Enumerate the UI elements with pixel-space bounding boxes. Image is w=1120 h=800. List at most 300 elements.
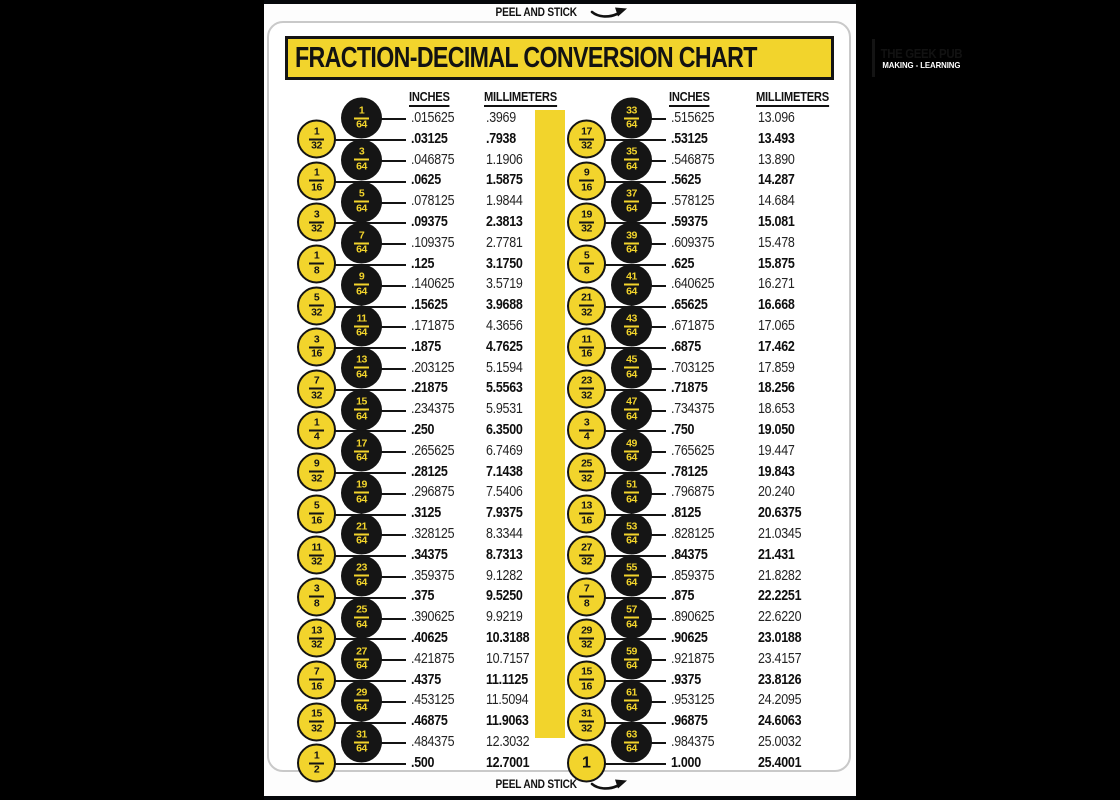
inches-value: .859375 [671, 567, 715, 584]
fraction-numerator: 33 [626, 104, 637, 117]
fraction-denominator: 8 [313, 264, 320, 277]
fraction-badge [341, 514, 382, 555]
fraction-badge [341, 722, 382, 763]
connector-line [381, 285, 406, 287]
inches-value: .1875 [411, 338, 441, 355]
fraction-numerator: 7 [313, 665, 320, 678]
fraction-badge [567, 536, 606, 575]
inches-value: .453125 [411, 692, 455, 709]
fraction-numerator: 1 [313, 249, 320, 262]
fraction-badge [341, 139, 382, 180]
fraction-denominator: 64 [356, 742, 367, 755]
fraction-denominator: 32 [581, 222, 592, 235]
connector-line [651, 326, 666, 328]
mm-value: 1.1906 [486, 151, 523, 168]
mm-value: 13.493 [758, 130, 795, 147]
fraction-badge [341, 597, 382, 638]
mm-value: 3.9688 [486, 297, 523, 314]
fraction-numerator: 13 [356, 353, 367, 366]
inches-value: .421875 [411, 650, 455, 667]
mm-value: 22.6220 [758, 609, 802, 626]
fraction-denominator: 16 [581, 181, 592, 194]
mm-value: 2.3813 [486, 213, 523, 230]
fraction-badge [297, 203, 336, 242]
fraction-denominator: 64 [626, 202, 637, 215]
fraction-denominator: 32 [311, 472, 322, 485]
fraction-numerator: 29 [581, 624, 592, 637]
fraction-badge [297, 536, 336, 575]
fraction-numerator: 63 [626, 728, 637, 741]
fraction-numerator: 1 [313, 125, 320, 138]
fraction-badge [341, 555, 382, 596]
fraction-badge [297, 619, 336, 658]
inches-value: .734375 [671, 401, 715, 418]
fraction-numerator: 59 [626, 645, 637, 658]
fraction-badge [567, 120, 606, 159]
fraction-numerator: 49 [626, 437, 637, 450]
inches-value: .265625 [411, 442, 455, 459]
inches-value: .625 [671, 255, 695, 272]
connector-line [381, 368, 406, 370]
mm-value: 4.3656 [486, 317, 523, 334]
fraction-numerator: 13 [581, 499, 592, 512]
inches-value: .953125 [671, 692, 715, 709]
fraction-numerator: 21 [356, 520, 367, 533]
mm-value: 6.7469 [486, 442, 523, 459]
fraction-badge [297, 286, 336, 325]
fraction-badge: 1 [567, 744, 606, 783]
fraction-denominator: 64 [626, 368, 637, 381]
connector-line [651, 285, 666, 287]
mm-value: 7.5406 [486, 484, 523, 501]
brand-logo [872, 39, 968, 77]
connector-line [651, 368, 666, 370]
fraction-denominator: 64 [356, 160, 367, 173]
inches-value: .546875 [671, 151, 715, 168]
inches-value: .703125 [671, 359, 715, 376]
fraction-badge [341, 639, 382, 680]
fraction-badge [611, 223, 652, 264]
fraction-badge [297, 411, 336, 450]
fraction-denominator: 32 [311, 555, 322, 568]
fraction-denominator: 16 [581, 347, 592, 360]
chart-card [267, 21, 963, 776]
fraction-badge [567, 411, 606, 450]
fraction-badge [341, 389, 382, 430]
mm-value: 11.1125 [486, 671, 528, 688]
fraction-numerator: 11 [356, 312, 367, 325]
mm-value: 23.0188 [758, 629, 802, 646]
fraction-badge [341, 264, 382, 305]
fraction-denominator: 64 [356, 368, 367, 381]
mm-value: 5.1594 [486, 359, 523, 376]
fraction-badge [341, 680, 382, 721]
fraction-badge [567, 328, 606, 367]
fraction-badge [611, 306, 652, 347]
fraction-denominator: 64 [626, 618, 637, 631]
fraction-badge [611, 264, 652, 305]
fraction-numerator: 5 [583, 249, 590, 262]
inches-value: .875 [671, 588, 695, 605]
connector-line [651, 410, 666, 412]
fraction-denominator: 32 [581, 555, 592, 568]
fraction-denominator: 64 [626, 576, 637, 589]
fraction-denominator: 32 [311, 389, 322, 402]
fraction-badge [297, 577, 336, 616]
fraction-denominator: 64 [356, 243, 367, 256]
fraction-denominator: 4 [313, 430, 320, 443]
mm-value: 25.0032 [758, 733, 802, 750]
mm-value: 5.9531 [486, 401, 523, 418]
fraction-badge [611, 389, 652, 430]
inches-value: .328125 [411, 525, 455, 542]
fraction-denominator: 32 [311, 222, 322, 235]
mm-value: 1.9844 [486, 193, 523, 210]
fraction-denominator: 64 [626, 742, 637, 755]
inches-value: .296875 [411, 484, 455, 501]
mm-value: 24.6063 [758, 713, 802, 730]
conversion-row [295, 749, 567, 776]
inches-header: INCHES [669, 89, 710, 107]
inches-value: .765625 [671, 442, 715, 459]
conversion-row [295, 728, 567, 755]
fraction-badge [611, 555, 652, 596]
fraction-badge [611, 347, 652, 388]
mm-value: 8.3344 [486, 525, 523, 542]
inches-value: .59375 [671, 213, 708, 230]
fraction-numerator: 5 [313, 291, 320, 304]
fraction-badge [297, 369, 336, 408]
fraction-numerator: 31 [356, 728, 367, 741]
mm-value: 9.9219 [486, 609, 523, 626]
fraction-denominator: 32 [581, 389, 592, 402]
fraction-numerator: 3 [313, 582, 320, 595]
fraction-numerator: 3 [313, 208, 320, 221]
fraction-badge [567, 203, 606, 242]
mm-value: 6.3500 [486, 421, 523, 438]
fraction-denominator: 64 [356, 118, 367, 131]
conversion-row [295, 270, 567, 298]
mm-value: 11.5094 [486, 692, 529, 709]
fraction-denominator: 64 [626, 451, 637, 464]
fraction-badge [567, 702, 606, 741]
fraction-denominator: 16 [311, 514, 322, 527]
fraction-badge [611, 680, 652, 721]
column-headers [295, 87, 567, 108]
fraction-denominator: 64 [356, 576, 367, 589]
connector-line [651, 659, 666, 661]
fraction-numerator: 15 [356, 395, 367, 408]
mm-value: 21.8282 [758, 567, 802, 584]
inches-value: 1.000 [671, 754, 701, 771]
fraction-numerator: 1 [358, 104, 365, 117]
rows-right [565, 104, 837, 774]
conversion-row [565, 645, 837, 672]
inches-value: .34375 [411, 546, 448, 563]
inches-value: .53125 [671, 130, 708, 147]
fraction-badge [341, 223, 382, 264]
inches-value: .21875 [411, 380, 448, 397]
fraction-numerator: 5 [358, 187, 365, 200]
inches-value: .921875 [671, 650, 715, 667]
fraction-numerator: 21 [581, 291, 592, 304]
fraction-numerator: 11 [581, 333, 592, 346]
peel-and-stick-bottom [264, 777, 856, 793]
mm-value: 14.684 [758, 193, 795, 210]
connector-line [381, 160, 406, 162]
fraction-denominator: 64 [356, 493, 367, 506]
inches-value: .078125 [411, 193, 455, 210]
fraction-badge [567, 161, 606, 200]
fraction-denominator: 16 [311, 181, 322, 194]
connector-line [381, 618, 406, 620]
connector-line [651, 160, 666, 162]
fraction-denominator: 64 [356, 534, 367, 547]
inches-value: .71875 [671, 380, 708, 397]
fraction-numerator: 51 [626, 478, 637, 491]
connector-line [381, 326, 406, 328]
fraction-badge [297, 328, 336, 367]
fraction-badge [297, 494, 336, 533]
fraction-numerator: 1 [313, 749, 320, 762]
connector-line [381, 493, 406, 495]
title-bar [285, 36, 963, 80]
fraction-numerator: 45 [626, 353, 637, 366]
fraction-numerator: 57 [626, 603, 637, 616]
fraction-badge [297, 452, 336, 491]
fraction-badge [611, 472, 652, 513]
fraction-denominator: 8 [313, 597, 320, 610]
fraction-numerator: 17 [581, 125, 592, 138]
mm-value: 19.050 [758, 421, 795, 438]
fraction-numerator: 29 [356, 686, 367, 699]
inches-value: .234375 [411, 401, 455, 418]
inches-value: .90625 [671, 629, 708, 646]
connector-line [381, 410, 406, 412]
mm-value: 24.2095 [758, 692, 802, 709]
inches-value: .140625 [411, 276, 455, 293]
fraction-numerator: 7 [583, 582, 590, 595]
inches-value: .375 [411, 588, 435, 605]
rows-left [295, 104, 567, 776]
fraction-numerator: 39 [626, 229, 637, 242]
fraction-denominator: 64 [356, 410, 367, 423]
fraction-denominator: 64 [626, 285, 637, 298]
fraction-numerator: 3 [358, 145, 365, 158]
inches-value: .15625 [411, 297, 448, 314]
connector-line [651, 493, 666, 495]
conversion-row [565, 753, 837, 774]
conversion-row [565, 437, 837, 464]
fraction-numerator: 19 [356, 478, 367, 491]
fraction-numerator: 23 [581, 374, 592, 387]
fraction-denominator: 16 [311, 347, 322, 360]
mm-value: 1.5875 [486, 172, 523, 189]
inches-value: .984375 [671, 733, 715, 750]
inches-value: .203125 [411, 359, 455, 376]
mm-value: 2.7781 [486, 234, 523, 251]
connector-line [334, 763, 406, 765]
inches-value: .125 [411, 255, 435, 272]
mm-value: 14.287 [758, 172, 795, 189]
fraction-badge [611, 98, 652, 139]
fraction-denominator: 64 [356, 326, 367, 339]
fraction-numerator: 17 [356, 437, 367, 450]
inches-value: .78125 [671, 463, 708, 480]
fraction-numerator: 1 [313, 416, 320, 429]
fraction-numerator: 37 [626, 187, 637, 200]
inches-value: .515625 [671, 110, 715, 126]
connector-line [651, 618, 666, 620]
inches-value: .578125 [671, 193, 715, 210]
mm-value: 5.5563 [486, 380, 523, 397]
fraction-numerator: 7 [313, 374, 320, 387]
mm-value: .7938 [486, 130, 516, 147]
mm-value: 17.462 [758, 338, 795, 355]
mm-value: 10.3188 [486, 629, 530, 646]
mm-value: 9.1282 [486, 567, 523, 584]
fraction-denominator: 4 [583, 430, 590, 443]
inches-value: .8125 [671, 505, 701, 522]
fraction-badge [567, 660, 606, 699]
fraction-denominator: 2 [313, 763, 320, 776]
mm-value: 17.065 [758, 317, 795, 334]
fraction-denominator: 64 [356, 618, 367, 631]
mm-value: 20.240 [758, 484, 795, 501]
connector-line [604, 763, 666, 765]
fraction-numerator: 15 [581, 665, 592, 678]
fraction-badge [611, 722, 652, 763]
mm-value: 3.5719 [486, 276, 523, 293]
inches-value: .359375 [411, 567, 455, 584]
fraction-denominator: 64 [626, 410, 637, 423]
fraction-numerator: 43 [626, 312, 637, 325]
connector-line [651, 451, 666, 453]
conversion-row [295, 437, 567, 464]
inches-value: .500 [411, 754, 435, 771]
inches-header: INCHES [409, 89, 450, 107]
inches-value: .09375 [411, 213, 448, 230]
fraction-denominator: 16 [581, 680, 592, 693]
fraction-denominator: 8 [583, 264, 590, 277]
fraction-numerator: 55 [626, 561, 637, 574]
fraction-numerator: 9 [358, 270, 365, 283]
mm-value: 13.096 [758, 110, 795, 126]
column-right [565, 87, 837, 774]
millimeters-header: MILLIMETERS [484, 89, 557, 107]
fraction-numerator: 31 [581, 707, 592, 720]
conversion-row [295, 520, 567, 547]
inches-value: .750 [671, 421, 695, 438]
inches-value: .5625 [671, 172, 701, 189]
mm-value: 18.653 [758, 401, 795, 418]
conversion-row [565, 686, 837, 714]
fraction-denominator: 64 [356, 701, 367, 714]
conversion-row [565, 104, 837, 131]
fraction-numerator: 25 [581, 457, 592, 470]
mm-value: .3969 [486, 110, 516, 126]
fraction-badge [341, 306, 382, 347]
inches-value: .46875 [411, 713, 448, 730]
mm-value: 11.9063 [486, 713, 529, 730]
fraction-denominator: 32 [581, 472, 592, 485]
fraction-badge [297, 660, 336, 699]
fraction-badge [341, 181, 382, 222]
fraction-denominator: 32 [581, 306, 592, 319]
fraction-denominator: 64 [356, 659, 367, 672]
inches-value: .3125 [411, 505, 441, 522]
fraction-denominator: 32 [581, 722, 592, 734]
fraction-denominator: 64 [626, 118, 637, 131]
mm-value: 3.1750 [486, 255, 523, 272]
fraction-numerator: 1 [313, 166, 320, 179]
mm-value: 12.7001 [486, 754, 530, 771]
fraction-denominator: 8 [583, 597, 590, 610]
column-headers [565, 87, 837, 108]
inches-value: .640625 [671, 276, 715, 293]
inches-value: .890625 [671, 609, 715, 626]
inches-value: .03125 [411, 130, 448, 147]
sticker-sheet [264, 0, 963, 800]
fraction-denominator: 32 [311, 722, 322, 734]
fraction-numerator: 19 [581, 208, 592, 221]
fraction-badge [567, 494, 606, 533]
mm-value: 8.7313 [486, 546, 523, 563]
fraction-badge [611, 139, 652, 180]
inches-value: .28125 [411, 463, 448, 480]
fraction-numerator: 47 [626, 395, 637, 408]
fraction-numerator: 15 [311, 707, 322, 720]
fraction-badge [567, 452, 606, 491]
mm-value: 18.256 [758, 380, 795, 397]
mm-value: 23.8126 [758, 671, 802, 688]
fraction-denominator: 64 [626, 701, 637, 714]
fraction-badge [297, 702, 336, 741]
fraction-denominator: 64 [626, 243, 637, 256]
connector-line [651, 243, 666, 245]
conversion-row [295, 125, 567, 152]
brand-tagline: MAKING - LEARNING [882, 59, 961, 70]
mm-value: 10.7157 [486, 650, 530, 667]
fraction-badge [297, 120, 336, 159]
connector-line [381, 742, 406, 744]
mm-value: 15.081 [758, 213, 795, 230]
fraction-numerator: 7 [358, 229, 365, 242]
fraction-denominator: 64 [626, 493, 637, 506]
mm-value: 19.447 [758, 442, 795, 459]
inches-value: .671875 [671, 317, 715, 334]
inches-value: .9375 [671, 671, 701, 688]
fraction-numerator: 9 [583, 166, 590, 179]
mm-value: 25.4001 [758, 754, 802, 771]
connector-line [651, 576, 666, 578]
fraction-numerator: 3 [583, 416, 590, 429]
conversion-row [565, 229, 837, 256]
brand-name: THE GEEK PUB [880, 46, 963, 62]
mm-value: 7.1438 [486, 463, 523, 480]
mm-value: 7.9375 [486, 505, 523, 522]
fraction-denominator: 64 [356, 285, 367, 298]
fraction-denominator: 16 [581, 514, 592, 527]
fraction-denominator: 32 [311, 638, 322, 651]
fraction-badge [297, 244, 336, 283]
inches-value: .109375 [411, 234, 455, 251]
mm-value: 9.5250 [486, 588, 523, 605]
mm-value: 15.875 [758, 255, 795, 272]
inches-value: .046875 [411, 151, 455, 168]
page-title: FRACTION-DECIMAL CONVERSION CHART [295, 41, 757, 74]
peel-arrow-icon [590, 6, 630, 20]
